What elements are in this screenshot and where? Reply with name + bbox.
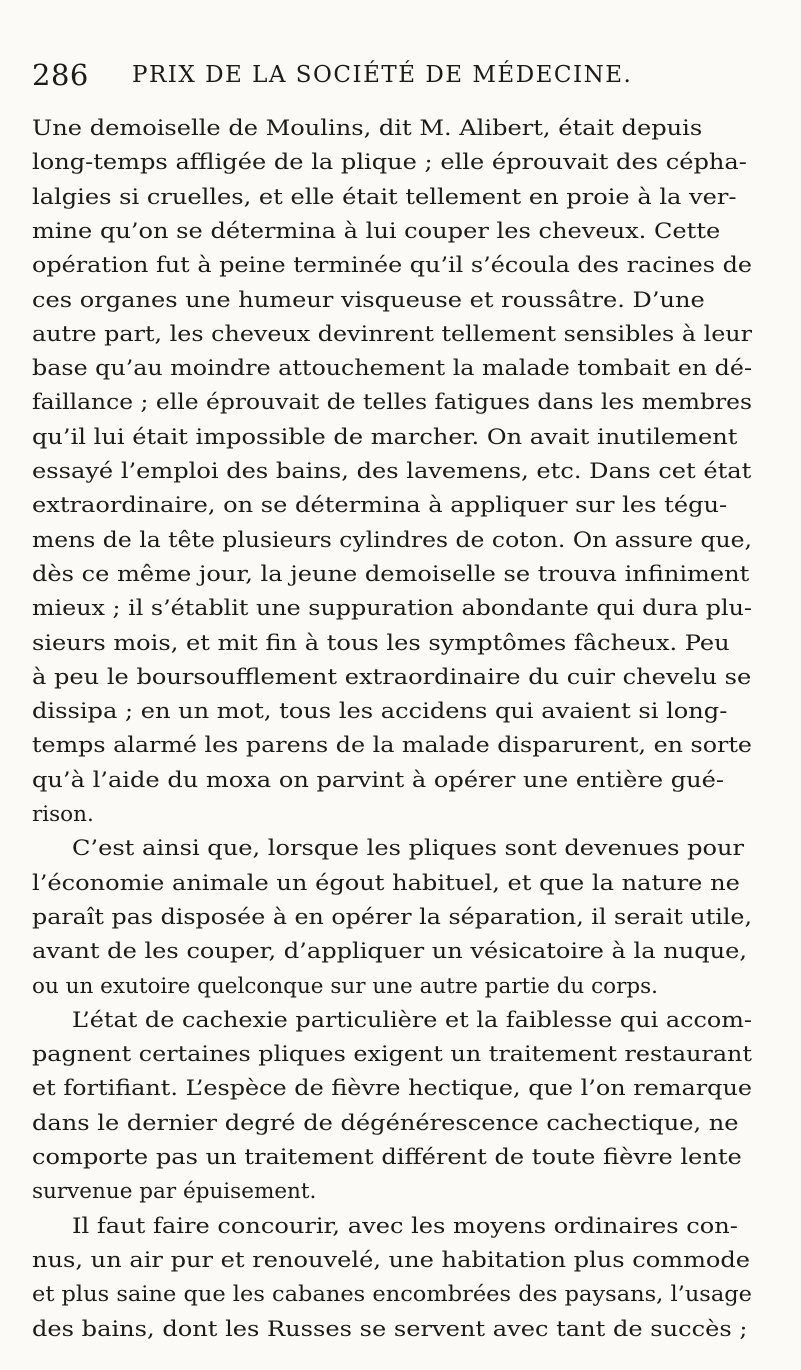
text-line bbox=[0, 491, 801, 521]
text-line-content: à peu le boursoufflement extraordinaire du cuir chevelu se bbox=[32, 664, 752, 690]
text-line bbox=[0, 148, 801, 178]
text-line-content: paraît pas disposée à en opérer la séparation, il serait utile, bbox=[32, 904, 753, 930]
text-line bbox=[0, 1315, 801, 1345]
text-line bbox=[0, 251, 801, 281]
text-line-content: faillance ; elle éprouvait de telles fatigues dans les membres bbox=[32, 390, 753, 416]
text-line bbox=[0, 560, 801, 590]
text-line bbox=[0, 183, 801, 213]
text-line-content: essayé l’emploi des bains, des lavemens, etc. Dans cet état bbox=[32, 459, 752, 484]
text-line bbox=[0, 834, 801, 864]
text-line-content: rison. bbox=[32, 802, 94, 827]
page-header bbox=[32, 58, 752, 98]
text-line-content: lalgies si cruelles, et elle était tellement en proie à la ver- bbox=[32, 184, 737, 210]
text-line bbox=[0, 800, 801, 830]
text-line-content: autre part, les cheveux devinrent tellement sensibles à leur bbox=[32, 321, 753, 347]
text-line-content: et fortifiant. L’espèce de fièvre hectique, que l’on remarque bbox=[32, 1076, 752, 1102]
text-line-content: et plus saine que les cabanes encombrées des paysans, l’usage bbox=[32, 1282, 752, 1308]
text-line bbox=[0, 354, 801, 384]
text-line-content: des bains, dont les Russes se servent avec tant de succès ; bbox=[32, 1316, 748, 1342]
text-line bbox=[0, 114, 801, 144]
text-line bbox=[0, 1246, 801, 1276]
text-line-content: long-temps affligée de la plique ; elle éprouvait des cépha- bbox=[32, 150, 747, 176]
text-line bbox=[0, 731, 801, 761]
text-line-content: temps alarmé les parens de la malade disparurent, en sorte bbox=[32, 733, 752, 759]
text-line-content: nus, un air pur et renouvelé, une habitation plus commode bbox=[32, 1247, 751, 1273]
text-line-content: ces organes une humeur visqueuse et roussâtre. D’une bbox=[32, 287, 705, 313]
text-line-content: mine qu’on se détermina à lui couper les cheveux. Cette bbox=[32, 218, 721, 244]
text-line bbox=[0, 766, 801, 796]
text-line-content: base qu’au moindre attouchement la malade tombait en dé- bbox=[32, 356, 752, 382]
page-number: 286 bbox=[32, 58, 89, 92]
text-line-content: Une demoiselle de Moulins, dit M. Alibert, était depuis bbox=[32, 116, 703, 141]
text-line-content: opération fut à peine terminée qu’il s’écoula des racines de bbox=[32, 253, 752, 279]
text-line-content: mieux ; il s’établit une suppuration abondante qui dura plu- bbox=[32, 596, 752, 622]
running-title: PRIX DE LA SOCIÉTÉ DE MÉDECINE. bbox=[132, 62, 633, 88]
text-line-content: L’état de cachexie particulière et la faiblesse qui accom- bbox=[72, 1007, 753, 1033]
text-line-content: qu’à l’aide du moxa on parvint à opérer une entière gué- bbox=[32, 767, 725, 793]
text-line bbox=[0, 286, 801, 316]
text-line-content: pagnent certaines pliques exigent un traitement restaurant bbox=[32, 1042, 752, 1068]
text-line bbox=[0, 594, 801, 624]
text-line-content: survenue par épuisement. bbox=[32, 1179, 317, 1205]
text-line bbox=[0, 1074, 801, 1104]
text-line bbox=[0, 972, 801, 1002]
text-line-content: dissipa ; en un mot, tous les accidens qui avaient si long- bbox=[32, 699, 728, 725]
text-line-content: dans le dernier degré de dégénérescence cachectique, ne bbox=[32, 1110, 739, 1136]
text-line bbox=[0, 388, 801, 418]
text-line bbox=[0, 320, 801, 350]
text-line-content: avant de les couper, d’appliquer un vésicatoire à la nuque, bbox=[32, 939, 748, 965]
text-line bbox=[0, 1109, 801, 1139]
text-line-content: l’économie animale un égout habituel, et que la nature ne bbox=[32, 870, 740, 896]
text-line bbox=[0, 1280, 801, 1310]
text-line-content: dès ce même jour, la jeune demoiselle se trouva infiniment bbox=[32, 561, 750, 587]
text-line bbox=[0, 697, 801, 727]
text-line bbox=[0, 629, 801, 659]
text-line bbox=[0, 526, 801, 556]
text-line bbox=[0, 1040, 801, 1070]
text-line bbox=[0, 217, 801, 247]
text-line bbox=[0, 937, 801, 967]
text-line bbox=[0, 423, 801, 453]
text-line-content: sieurs mois, et mit fin à tous les symptômes fâcheux. Peu bbox=[32, 630, 730, 656]
text-line bbox=[0, 1143, 801, 1173]
text-line-content: mens de la tête plusieurs cylindres de coton. On assure que, bbox=[32, 527, 752, 553]
text-line-content: extraordinaire, on se détermina à appliquer sur les tégu- bbox=[32, 493, 728, 519]
text-line bbox=[0, 1212, 801, 1242]
text-line-content: qu’il lui était impossible de marcher. On avait inutilement bbox=[32, 424, 738, 450]
text-line bbox=[0, 869, 801, 899]
text-line bbox=[0, 1177, 801, 1207]
text-line-content: ou un exutoire quelconque sur une autre partie du corps. bbox=[32, 973, 659, 999]
text-line bbox=[0, 457, 801, 487]
text-line bbox=[0, 903, 801, 933]
text-line-content: Il faut faire concourir, avec les moyens ordinaires con- bbox=[72, 1213, 738, 1239]
text-line-content: comporte pas un traitement différent de toute fièvre lente bbox=[32, 1145, 742, 1170]
text-line bbox=[0, 663, 801, 693]
text-line bbox=[0, 1006, 801, 1036]
text-line-content: C’est ainsi que, lorsque les pliques sont devenues pour bbox=[72, 836, 745, 862]
